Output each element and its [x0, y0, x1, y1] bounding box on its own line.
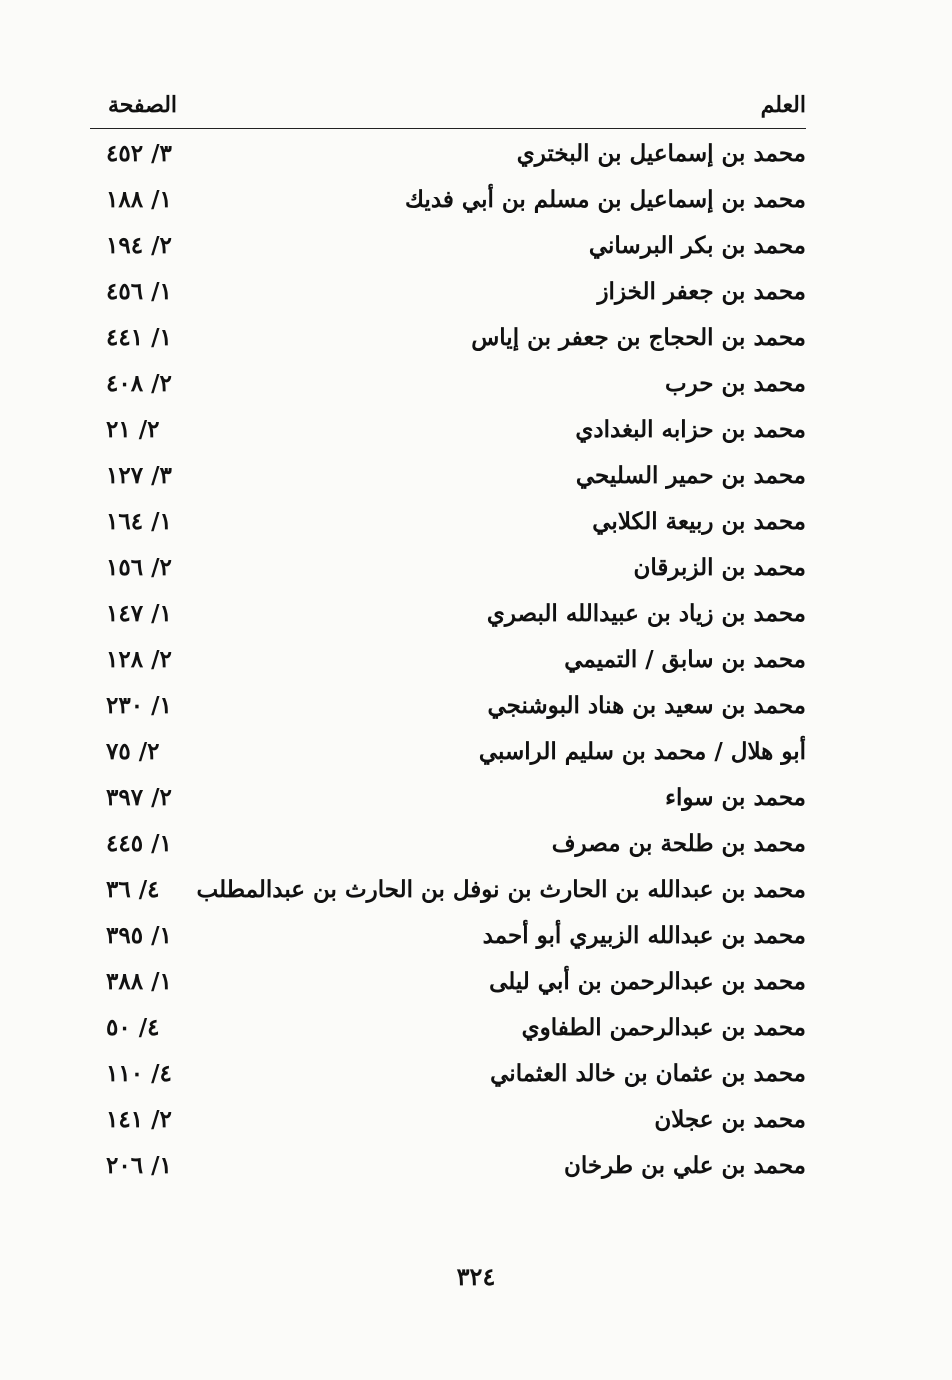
index-entry-row: [90, 778, 806, 824]
entry-page-ref: ٢/ ١٥٦: [106, 554, 172, 581]
entry-name: محمد بن عبدالله الزبيري أبو أحمد: [482, 922, 806, 949]
entry-page-ref: ١/ ٤٤٥: [106, 830, 172, 857]
entry-name: محمد بن جعفر الخزاز: [597, 278, 806, 305]
entry-name: محمد بن عثمان بن خالد العثماني: [490, 1060, 806, 1087]
entry-page-ref: ٢/ ٣٩٧: [106, 784, 172, 811]
index-entry-row: [90, 180, 806, 226]
entry-name: محمد بن سواء: [665, 784, 806, 811]
index-entry-row: [90, 134, 806, 180]
entry-page-ref: ٣/ ٤٥٢: [106, 140, 172, 167]
entry-name: محمد بن حرب: [664, 370, 806, 397]
entry-name: محمد بن سابق / التميمي: [564, 646, 806, 673]
entry-page-ref: ١/ ٣٩٥: [106, 922, 172, 949]
index-entry-row: [90, 456, 806, 502]
entry-page-ref: ٢/ ١٩٤: [106, 232, 172, 259]
entry-page-ref: ٣/ ١٢٧: [106, 462, 172, 489]
entry-name: أبو هلال / محمد بن سليم الراسبي: [478, 738, 806, 765]
entry-page-ref: ١/ ٢٣٠: [106, 692, 172, 719]
index-entry-row: [90, 548, 806, 594]
index-entry-row: [90, 870, 806, 916]
index-entry-row: [90, 226, 806, 272]
entry-name: محمد بن سعيد بن هناد البوشنجي: [487, 692, 806, 719]
index-entry-row: [90, 916, 806, 962]
index-entry-row: [90, 502, 806, 548]
index-entry-row: [90, 962, 806, 1008]
entry-page-ref: ٤/ ٥٠: [106, 1014, 160, 1041]
column-heading-page: الصفحة: [108, 92, 178, 118]
index-entry-row: [90, 686, 806, 732]
entry-name: محمد بن الزبرقان: [633, 554, 806, 581]
entry-name: محمد بن إسماعيل بن البختري: [516, 140, 806, 167]
index-entry-row: [90, 824, 806, 870]
entry-page-ref: ١/ ١٨٨: [106, 186, 172, 213]
index-entry-row: [90, 1146, 806, 1192]
entry-name: محمد بن بكر البرساني: [588, 232, 806, 259]
entry-name: محمد بن حزابه البغدادي: [575, 416, 806, 443]
entry-name: محمد بن حمير السليحي: [575, 462, 806, 489]
index-entry-row: [90, 410, 806, 456]
entry-name: محمد بن عبدالرحمن الطفاوي: [521, 1014, 806, 1041]
entry-page-ref: ٢/ ٢١: [106, 416, 160, 443]
entry-page-ref: ٢/ ١٤١: [106, 1106, 172, 1133]
column-heading-name: العلم: [760, 92, 806, 118]
index-header: [90, 86, 806, 129]
entry-name: محمد بن زياد بن عبيدالله البصري: [486, 600, 806, 627]
index-entries: [90, 134, 806, 1192]
entry-page-ref: ١/ ٣٨٨: [106, 968, 172, 995]
entry-name: محمد بن عجلان: [654, 1106, 806, 1133]
entry-name: محمد بن علي بن طرخان: [563, 1152, 806, 1179]
index-entry-row: [90, 272, 806, 318]
entry-page-ref: ١/ ١٤٧: [106, 600, 172, 627]
index-entry-row: [90, 1008, 806, 1054]
entry-page-ref: ٤/ ٣٦: [106, 876, 160, 903]
entry-page-ref: ٢/ ٧٥: [106, 738, 160, 765]
index-entry-row: [90, 594, 806, 640]
entry-page-ref: ١/ ٤٥٦: [106, 278, 172, 305]
index-entry-row: [90, 640, 806, 686]
entry-page-ref: ٢/ ٤٠٨: [106, 370, 172, 397]
entry-page-ref: ١/ ٤٤١: [106, 324, 172, 351]
entry-name: محمد بن إسماعيل بن مسلم بن أبي فديك: [405, 186, 806, 213]
entry-name: محمد بن عبدالله بن الحارث بن نوفل بن الحارث بن عبدالمطلب: [196, 876, 806, 903]
entry-page-ref: ٤/ ١١٠: [106, 1060, 172, 1087]
index-entry-row: [90, 318, 806, 364]
index-entry-row: [90, 1100, 806, 1146]
entry-name: محمد بن طلحة بن مصرف: [551, 830, 806, 857]
entry-name: محمد بن الحجاج بن جعفر بن إياس: [471, 324, 806, 351]
entry-page-ref: ٢/ ١٢٨: [106, 646, 172, 673]
entry-name: محمد بن ربيعة الكلابي: [592, 508, 806, 535]
index-entry-row: [90, 1054, 806, 1100]
entry-page-ref: ١/ ١٦٤: [106, 508, 172, 535]
entry-page-ref: ١/ ٢٠٦: [106, 1152, 172, 1179]
index-entry-row: [90, 732, 806, 778]
page-number: ٣٢٤: [456, 1262, 496, 1291]
index-entry-row: [90, 364, 806, 410]
entry-name: محمد بن عبدالرحمن بن أبي ليلى: [489, 968, 806, 995]
